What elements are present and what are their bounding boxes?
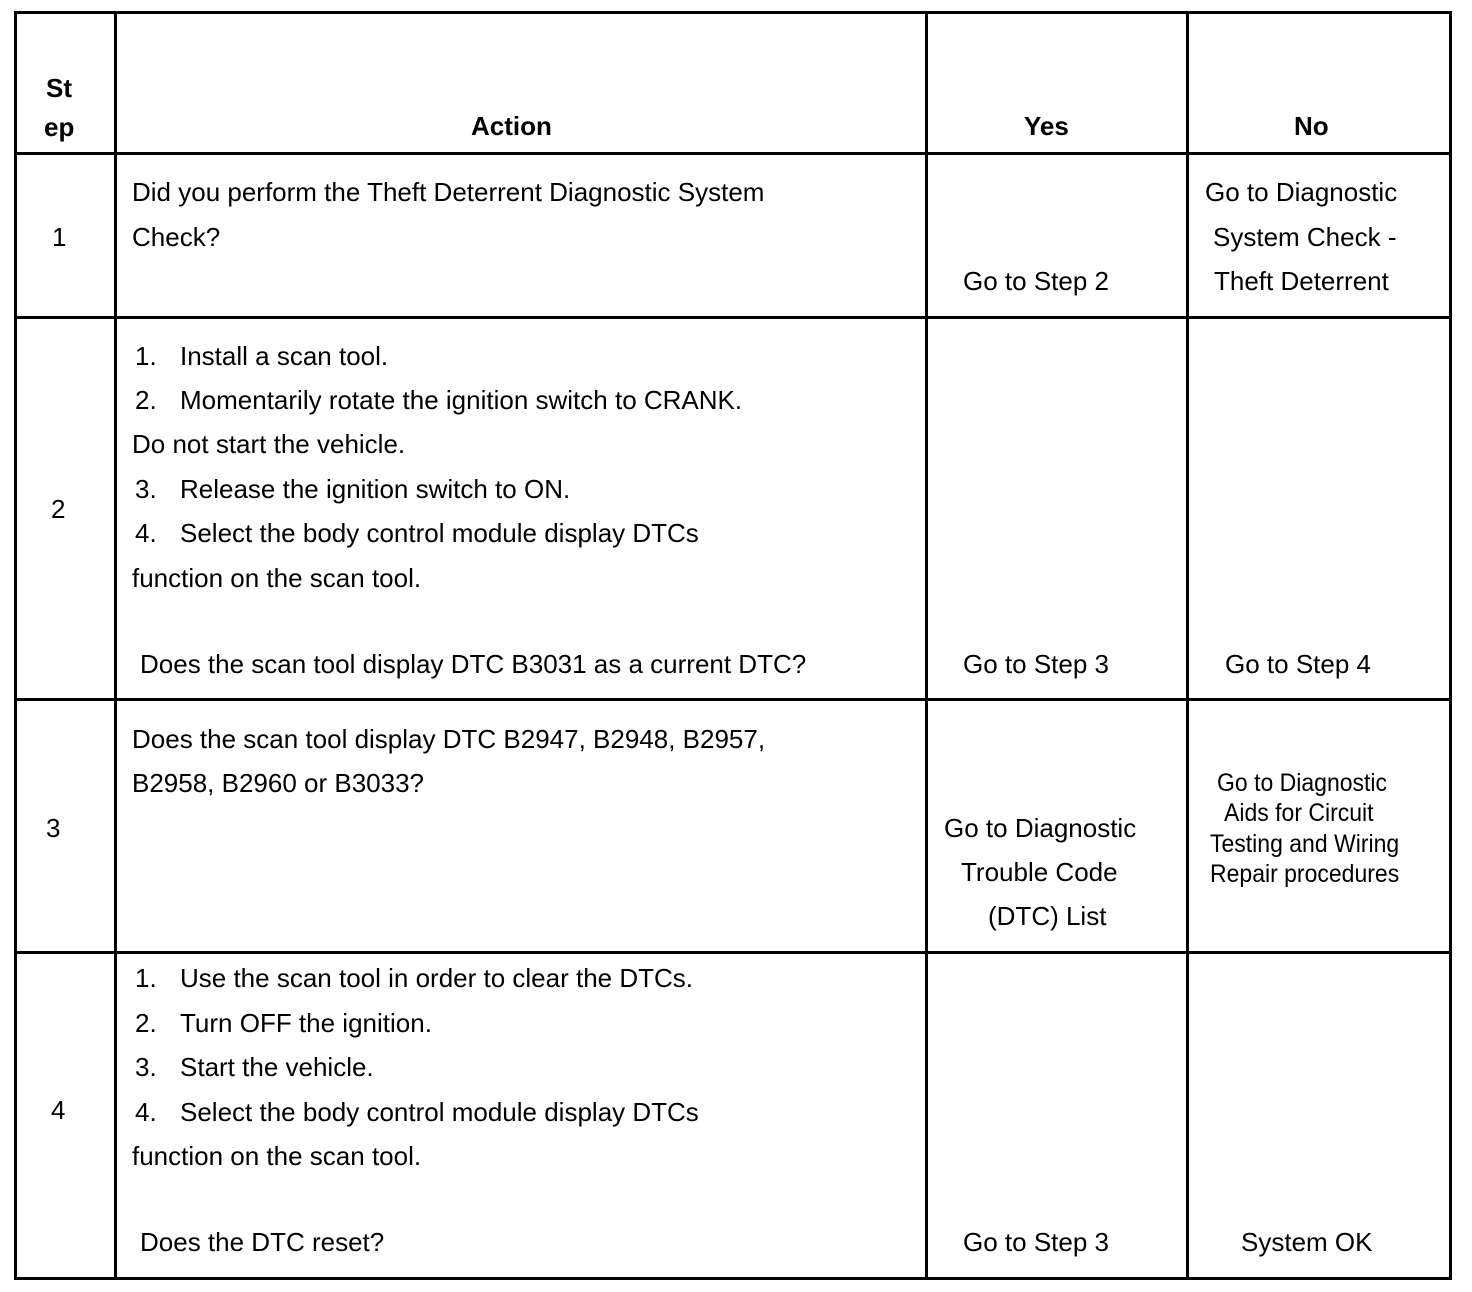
header-yes: Yes bbox=[1024, 111, 1069, 141]
row-1-no-line-3: Theft Deterrent bbox=[1214, 266, 1389, 296]
row-4-item-2-text: Turn OFF the ignition. bbox=[180, 1008, 432, 1038]
row-1-no-line-1: Go to Diagnostic bbox=[1205, 177, 1398, 207]
row-2-item-1-text: Install a scan tool. bbox=[180, 341, 389, 371]
row-4-item-1-number: 1. bbox=[135, 963, 157, 993]
row-2-item-4-text: Select the body control module display DTCs bbox=[180, 518, 699, 548]
row-divider-3 bbox=[14, 951, 1452, 954]
row-3-no-line-1: Go to Diagnostic bbox=[1217, 769, 1388, 797]
header-action: Action bbox=[471, 111, 552, 141]
row-3-step: 3 bbox=[46, 813, 61, 843]
row-1-action-line-2: Check? bbox=[132, 222, 221, 252]
column-divider-action bbox=[925, 11, 928, 1280]
row-4-item-3-text: Start the vehicle. bbox=[180, 1052, 374, 1082]
row-4-step: 4 bbox=[51, 1095, 66, 1125]
row-1-step: 1 bbox=[52, 222, 67, 252]
row-2-step: 2 bbox=[51, 494, 66, 524]
row-4-item-4-text: Select the body control module display DTCs bbox=[180, 1097, 699, 1127]
row-4-no: System OK bbox=[1241, 1227, 1373, 1257]
row-divider-header bbox=[14, 152, 1452, 155]
row-2-item-4-number: 4. bbox=[135, 518, 157, 548]
row-3-action-line-2: B2958, B2960 or B3033? bbox=[132, 768, 425, 798]
row-4-yes: Go to Step 3 bbox=[963, 1227, 1109, 1257]
row-3-yes-line-1: Go to Diagnostic bbox=[944, 813, 1137, 843]
row-2-item-1-number: 1. bbox=[135, 341, 157, 371]
row-3-no-line-4: Repair procedures bbox=[1210, 860, 1400, 888]
header-no: No bbox=[1294, 111, 1329, 141]
table-border-bottom bbox=[14, 1277, 1452, 1280]
row-3-action-line-1: Does the scan tool display DTC B2947, B2948, B2957, bbox=[132, 724, 766, 754]
row-divider-1 bbox=[14, 316, 1452, 319]
row-4-item-4-continuation: function on the scan tool. bbox=[132, 1141, 422, 1171]
header-step-line2: ep bbox=[44, 112, 75, 142]
row-2-no: Go to Step 4 bbox=[1225, 649, 1371, 679]
header-step-line1: St bbox=[46, 73, 72, 103]
row-3-no-line-3: Testing and Wiring bbox=[1210, 830, 1400, 858]
row-1-no-line-2: System Check - bbox=[1213, 222, 1397, 252]
row-2-yes: Go to Step 3 bbox=[963, 649, 1109, 679]
row-2-item-2-text: Momentarily rotate the ignition switch to CRANK. bbox=[180, 385, 743, 415]
row-3-yes-line-2: Trouble Code bbox=[961, 857, 1118, 887]
row-3-yes-line-3: (DTC) List bbox=[988, 901, 1107, 931]
row-4-item-3-number: 3. bbox=[135, 1052, 157, 1082]
row-2-item-2-number: 2. bbox=[135, 385, 157, 415]
row-1-yes: Go to Step 2 bbox=[963, 266, 1109, 296]
row-divider-2 bbox=[14, 698, 1452, 701]
row-3-no-line-2: Aids for Circuit bbox=[1224, 799, 1374, 827]
row-4-item-4-number: 4. bbox=[135, 1097, 157, 1127]
row-4-item-1-text: Use the scan tool in order to clear the DTCs. bbox=[180, 963, 694, 993]
row-4-question: Does the DTC reset? bbox=[140, 1227, 385, 1257]
column-divider-yes bbox=[1186, 11, 1189, 1280]
column-divider-step bbox=[114, 11, 117, 1280]
table-border-left bbox=[14, 11, 17, 1280]
row-4-item-2-number: 2. bbox=[135, 1008, 157, 1038]
row-2-item-4-continuation: function on the scan tool. bbox=[132, 563, 422, 593]
row-2-item-3-number: 3. bbox=[135, 474, 157, 504]
row-1-action-line-1: Did you perform the Theft Deterrent Diagnostic System bbox=[132, 177, 765, 207]
table-border-right bbox=[1449, 11, 1452, 1280]
table-border-top bbox=[14, 11, 1452, 14]
row-2-item-3-text: Release the ignition switch to ON. bbox=[180, 474, 571, 504]
row-2-item-2-continuation: Do not start the vehicle. bbox=[132, 429, 406, 459]
row-2-question: Does the scan tool display DTC B3031 as a current DTC? bbox=[140, 649, 807, 679]
